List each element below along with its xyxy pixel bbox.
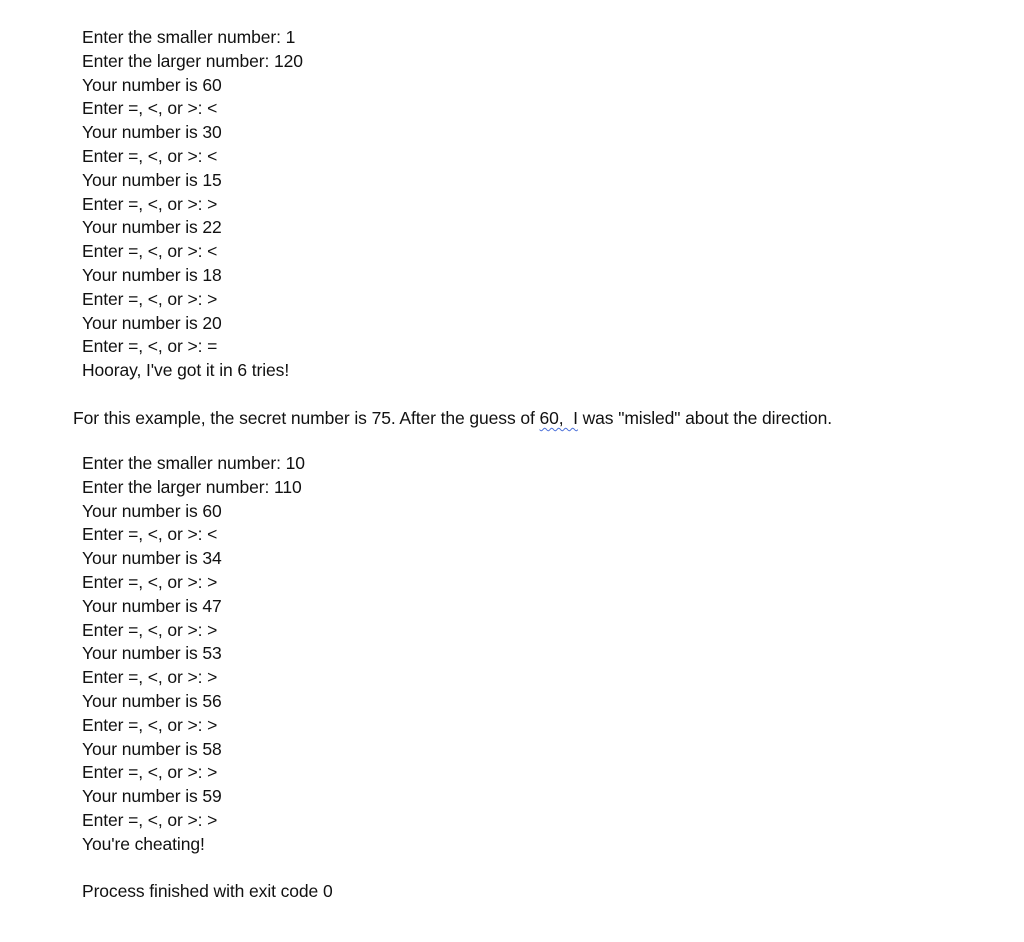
console-line: Your number is 53: [82, 643, 222, 664]
console-line: Your number is 15: [82, 169, 222, 190]
console-line: Enter the larger number: 120: [82, 50, 303, 71]
console-line: Your number is 22: [82, 217, 222, 238]
console-line: Your number is 47: [82, 595, 222, 616]
console-line: Your number is 58: [82, 738, 222, 759]
console-line: Enter =, <, or >: >: [82, 667, 218, 688]
console-line: Enter the smaller number: 10: [82, 453, 305, 473]
console-line: Your number is 59: [82, 786, 222, 807]
console-line: Hooray, I've got it in 6 tries!: [82, 360, 290, 381]
console-line: Enter =, <, or >: >: [82, 193, 218, 214]
console-line: Your number is 60: [82, 74, 222, 95]
console-line: Your number is 20: [82, 312, 222, 333]
explanation-text-start: For this example, the secret number is 75. After the guess of: [73, 408, 540, 428]
console-line: Enter the larger number: 110: [82, 476, 302, 497]
console-line: Enter =, <, or >: >: [82, 714, 218, 735]
console-line: Your number is 34: [82, 548, 222, 569]
console-output-run-1: [82, 26, 303, 383]
console-line: Enter =, <, or >: >: [82, 809, 218, 830]
console-line: Enter =, <, or >: >: [82, 619, 218, 640]
console-line: Enter =, <, or >: <: [82, 145, 218, 166]
console-line: Enter =, <, or >: >: [82, 571, 218, 592]
console-line: Your number is 56: [82, 690, 222, 711]
console-line: Enter the smaller number: 1: [82, 27, 296, 47]
console-line: Enter =, <, or >: =: [82, 336, 218, 357]
console-line: Enter =, <, or >: <: [82, 98, 218, 119]
console-line: Your number is 18: [82, 264, 222, 285]
explanation-paragraph: [73, 406, 832, 430]
console-line: You're cheating!: [82, 833, 205, 854]
explanation-text-end: was "misled" about the direction.: [577, 408, 833, 428]
console-line: Enter =, <, or >: >: [82, 288, 218, 309]
console-line: Enter =, <, or >: <: [82, 524, 218, 545]
spellcheck-marked-text: 60, I: [539, 408, 578, 428]
process-exit-message: Process finished with exit code 0: [82, 881, 333, 901]
console-line: Your number is 60: [82, 500, 222, 521]
console-line: Your number is 30: [82, 122, 222, 143]
console-line: Enter =, <, or >: <: [82, 241, 218, 262]
console-output-run-2: [82, 452, 305, 857]
console-line: Enter =, <, or >: >: [82, 762, 218, 783]
